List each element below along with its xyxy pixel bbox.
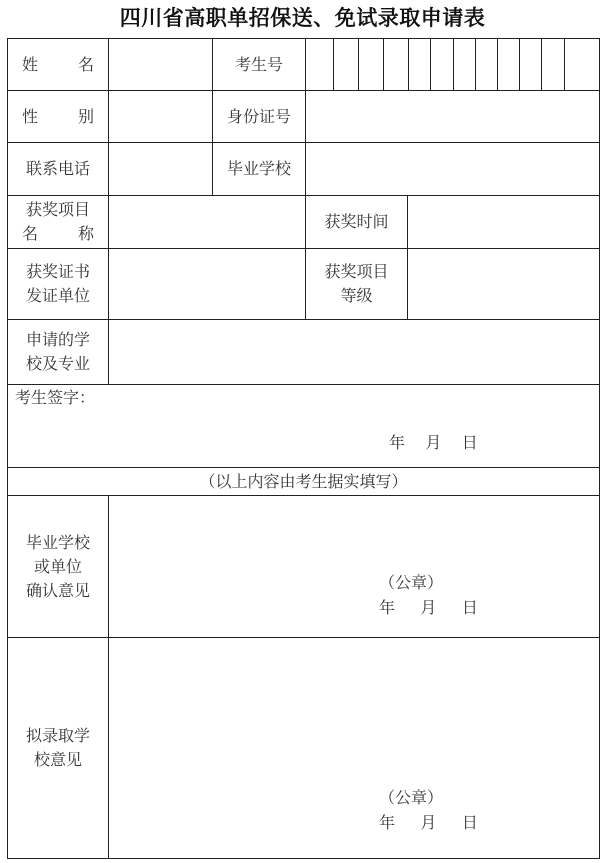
signature-date: 年 月 日 bbox=[389, 433, 478, 452]
school-opinion-label-line1: 毕业学校 bbox=[25, 532, 90, 552]
fill-in-note: （以上内容由考生据实填写） bbox=[199, 471, 408, 491]
cert-issuer-label bbox=[8, 249, 108, 319]
table-border-bottom bbox=[7, 858, 600, 859]
name-field[interactable] bbox=[109, 39, 212, 90]
school-opinion-label-line2: 或单位 bbox=[33, 556, 82, 576]
name-label bbox=[8, 39, 108, 90]
cert-issuer-field[interactable] bbox=[109, 249, 305, 319]
signature-label: 考生签字： bbox=[15, 388, 96, 407]
gender-field[interactable] bbox=[109, 91, 212, 142]
name-label-char: 姓 bbox=[22, 54, 39, 74]
award-level-label bbox=[306, 249, 407, 319]
award-item-field[interactable] bbox=[109, 196, 305, 248]
admit-opinion-label-line2: 校意见 bbox=[33, 750, 82, 769]
award-level-label-line1: 获奖项目 bbox=[324, 262, 389, 281]
award-level-label-line2: 等级 bbox=[340, 286, 373, 305]
award-item-label-char: 称 bbox=[77, 224, 94, 243]
gender-label-char: 性 bbox=[22, 106, 39, 126]
grad-school-field[interactable] bbox=[306, 143, 599, 195]
phone-label: 联系电话 bbox=[25, 159, 90, 178]
admit-opinion-seal: （公章） bbox=[379, 788, 444, 807]
phone-field[interactable] bbox=[109, 143, 212, 195]
admit-opinion-label bbox=[8, 638, 108, 858]
apply-school-label bbox=[8, 320, 108, 384]
row-divider bbox=[7, 384, 600, 385]
exam-no-field[interactable] bbox=[306, 39, 599, 90]
apply-school-label-line1: 申请的学 bbox=[25, 330, 90, 349]
gender-label bbox=[8, 91, 108, 142]
admit-opinion-label-line1: 拟录取学 bbox=[25, 726, 90, 745]
apply-school-field[interactable] bbox=[109, 320, 599, 384]
school-opinion-date: 年 月 日 bbox=[379, 598, 478, 617]
id-no-label: 身份证号 bbox=[226, 106, 291, 126]
school-opinion-seal: （公章） bbox=[379, 573, 444, 592]
table-border-right bbox=[599, 38, 600, 859]
award-time-label: 获奖时间 bbox=[324, 212, 389, 231]
award-item-label bbox=[8, 196, 108, 248]
school-opinion-label bbox=[8, 496, 108, 637]
form-title: 四川省高职单招保送、免试录取申请表 bbox=[119, 5, 486, 30]
apply-school-label-line2: 校及专业 bbox=[25, 354, 90, 373]
admit-opinion-date: 年 月 日 bbox=[379, 813, 478, 832]
award-item-label-char: 名 bbox=[22, 224, 39, 243]
award-item-label-line1: 获奖项目 bbox=[25, 200, 90, 219]
cert-issuer-label-line1: 获奖证书 bbox=[25, 262, 90, 281]
grad-school-label: 毕业学校 bbox=[226, 159, 291, 178]
id-no-field[interactable] bbox=[306, 91, 599, 142]
exam-no-label: 考生号 bbox=[234, 54, 283, 74]
cert-issuer-label-line2: 发证单位 bbox=[25, 286, 90, 305]
admit-opinion-field[interactable] bbox=[109, 638, 599, 778]
gender-label-char: 别 bbox=[77, 106, 94, 126]
award-time-field[interactable] bbox=[408, 196, 599, 248]
signature-field[interactable] bbox=[217, 386, 597, 430]
school-opinion-label-line3: 确认意见 bbox=[25, 580, 90, 600]
name-label-char: 名 bbox=[77, 54, 94, 74]
application-form-table bbox=[7, 38, 600, 859]
school-opinion-field[interactable] bbox=[109, 496, 599, 566]
award-level-field[interactable] bbox=[408, 249, 599, 319]
